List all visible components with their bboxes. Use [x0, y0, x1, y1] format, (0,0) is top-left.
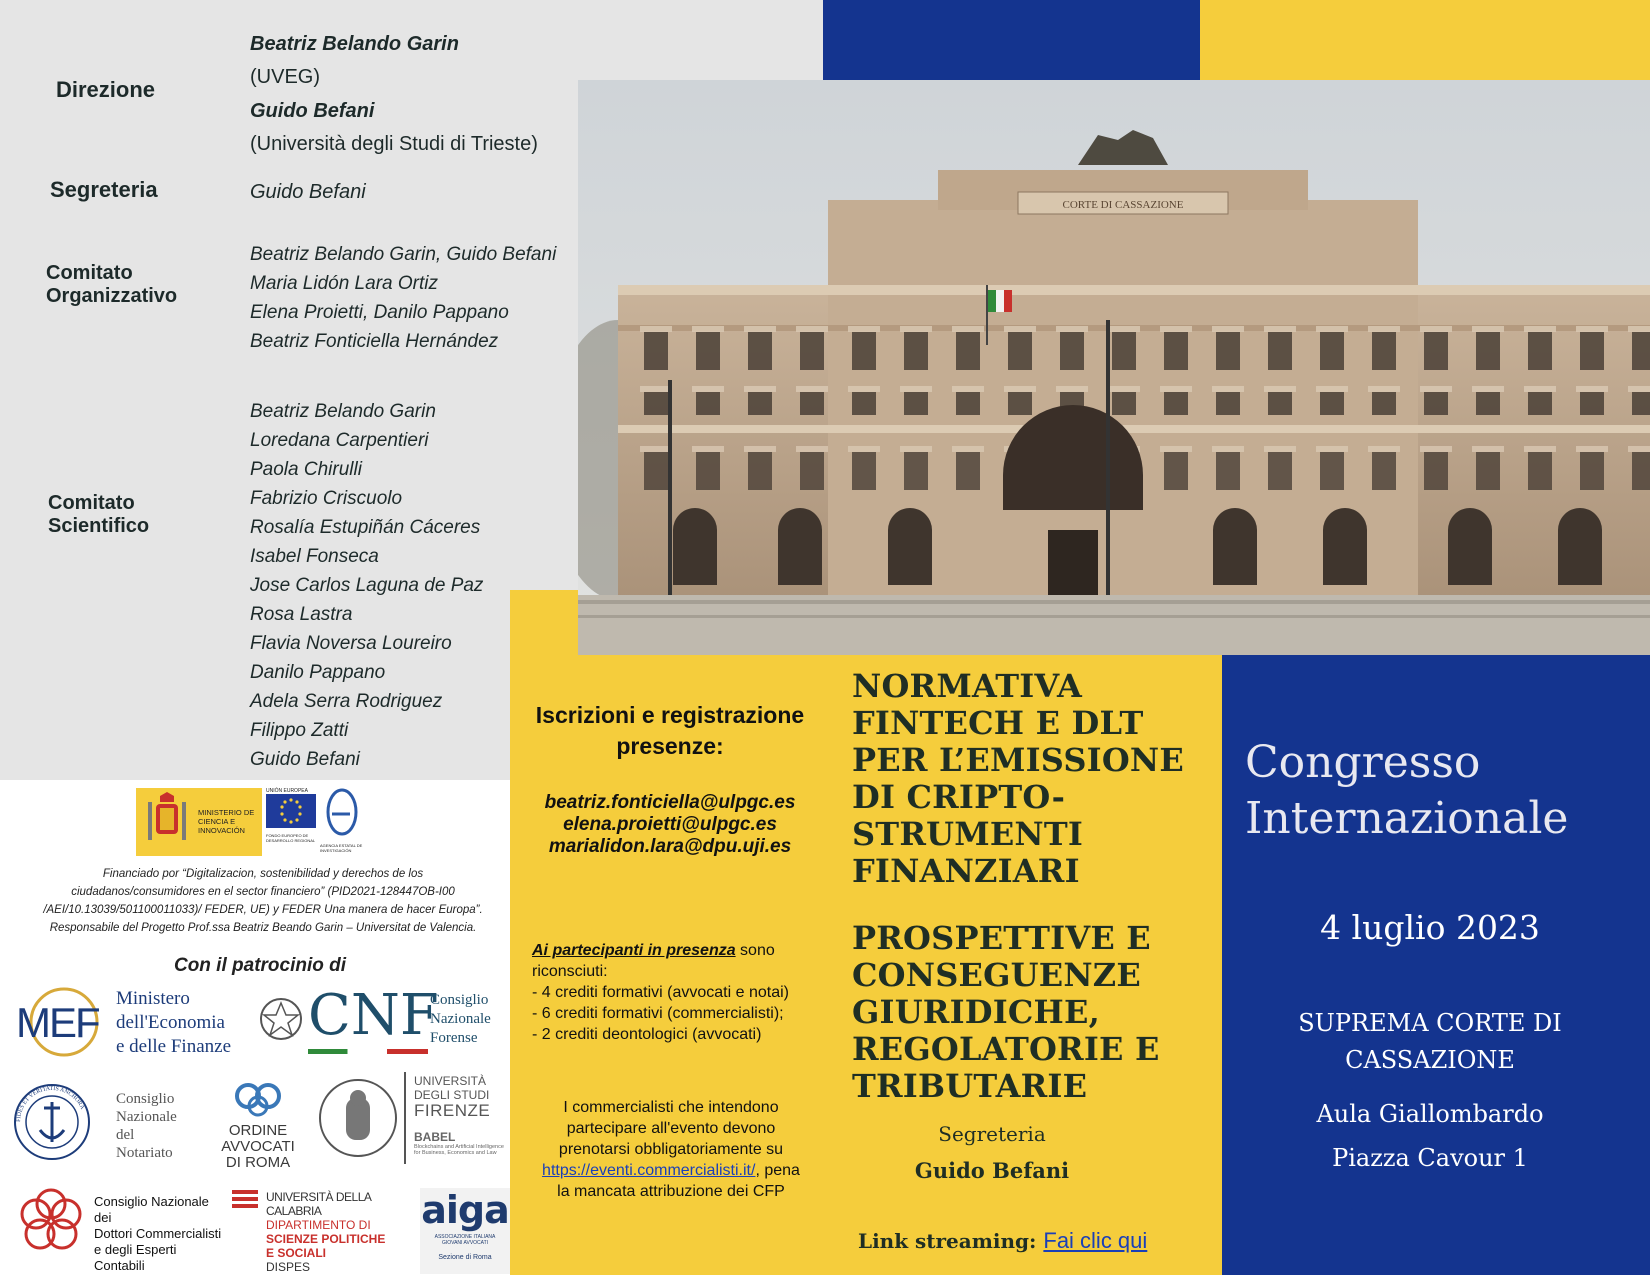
email-link[interactable]: marialidon.lara@dpu.uji.es [548, 836, 792, 857]
title-line: NORMATIVA [852, 667, 1082, 705]
mef-name-line: e delle Finanze [116, 1036, 232, 1057]
unifi-name [414, 1074, 490, 1120]
direzione-name-2: Guido Befani [250, 100, 375, 122]
notariato-seal-text: FIDES ET VERITATIS ANCHORA [15, 1085, 86, 1123]
palazzo-cassazione-photo [578, 80, 1650, 655]
unical-name-line: DISPES [266, 1260, 311, 1274]
list-item: Beatriz Belando Garin [250, 401, 436, 422]
eu-logo [266, 788, 316, 856]
mef-name [116, 987, 231, 1059]
event-title-part-2 [852, 920, 1222, 1105]
title-segreteria-name: Guido Befani [914, 1158, 1070, 1183]
eu-flag-icon [266, 794, 316, 828]
list-item: Filippo Zatti [250, 720, 349, 741]
unical-mark-icon [232, 1190, 260, 1214]
streaming-line [858, 1228, 1198, 1254]
credits-info [532, 940, 822, 1045]
ordine-name-line: AVVOCATI [221, 1138, 295, 1155]
event-location [1230, 1092, 1630, 1180]
cndcec-logo [14, 1182, 229, 1273]
top-blue-band [823, 0, 1200, 80]
ordine-avvocati-logo [212, 1078, 304, 1171]
patrocinio-heading: Con il patrocinio di [173, 955, 347, 976]
event-address: Piazza Cavour 1 [1332, 1144, 1528, 1172]
registration-title-line-2: presenze: [616, 733, 724, 759]
title-line: PROSPETTIVE E [852, 919, 1151, 957]
funding-note [28, 865, 498, 937]
comitato-organizzativo-label-line-1: Comitato [46, 262, 133, 284]
segreteria-label: Segreteria [50, 177, 158, 202]
commercialisti-line: la mancata attribuzione dei CFP [557, 1183, 785, 1200]
list-item: Maria Lidón Lara Ortiz [250, 273, 438, 294]
mef-name-line: dell'Economia [116, 1012, 225, 1033]
venue-line-2: CASSAZIONE [1345, 1046, 1515, 1074]
title-line: STRUMENTI [852, 815, 1084, 853]
comitato-scientifico-label-line-2: Scientifico [48, 515, 150, 537]
cnf-logo [258, 985, 503, 1060]
title-line: REGOLATORIE E [852, 1030, 1160, 1068]
agencia-text: AGENCIA ESTATAL DE INVESTIGACIÓN [320, 843, 363, 853]
list-item: Rosalía Estupiñán Cáceres [250, 517, 481, 538]
congress-line-2: Internazionale [1245, 793, 1569, 844]
direzione-affiliation-2: (Università degli Studi di Trieste) [250, 133, 538, 155]
venue-line-1: SUPREMA CORTE DI [1298, 1009, 1562, 1037]
commercialisti-line: I commercialisti che intendono [563, 1099, 779, 1116]
top-yellow-band [1200, 0, 1650, 80]
direzione-name-1: Beatriz Belando Garin [250, 33, 459, 55]
commercialisti-line: partecipare all'evento devono [566, 1120, 776, 1137]
commercialisti-link[interactable]: https://eventi.commercialisti.it/ [542, 1162, 756, 1179]
unifi-babel-logo [318, 1072, 504, 1167]
list-item: Beatriz Belando Garin, Guido Befani [250, 244, 557, 265]
list-item: Guido Befani [250, 749, 360, 770]
list-item: Beatriz Fonticiella Hernández [250, 331, 499, 352]
cndcec-name-line: Consiglio Nazionale dei [94, 1194, 209, 1225]
title-line: GIURIDICHE, [852, 993, 1100, 1031]
list-item: Jose Carlos Laguna de Paz [250, 575, 484, 596]
email-link[interactable]: elena.proietti@ulpgc.es [563, 814, 777, 835]
funding-line: Financiado por “Digitalizacion, sostenibilidad y derechos de los [102, 868, 424, 880]
segreteria-name: Guido Befani [250, 181, 366, 203]
aei-e-icon [320, 788, 360, 838]
babel-subtitle: Blockchains and Artificial Intelligence for Business, Economics and Law [414, 1144, 504, 1156]
cnf-tricolor-bar [308, 1049, 428, 1054]
credits-line: riconsciuti: [532, 963, 608, 980]
ordine-name-line: DI ROMA [225, 1154, 291, 1171]
credits-line: - 4 crediti formativi (avvocati e notai) [532, 984, 789, 1001]
title-segreteria-label: Segreteria [938, 1122, 1046, 1146]
aiga-logo [420, 1188, 510, 1274]
cnf-name-line: Forense [430, 1030, 478, 1046]
notariato-seal-icon [12, 1082, 92, 1162]
direzione-label: Direzione [56, 77, 156, 102]
unifi-name-line: DEGLI STUDI [414, 1088, 490, 1102]
list-item: Flavia Noversa Loureiro [250, 633, 452, 654]
list-item: Isabel Fonseca [250, 546, 379, 567]
list-item: Elena Proietti, Danilo Pappano [250, 302, 509, 323]
commercialisti-after: , pena [755, 1162, 800, 1179]
aiga-subtitle: ASSOCIAZIONE ITALIANA GIOVANI AVVOCATI [434, 1234, 496, 1246]
comitato-scientifico-label-line-1: Comitato [48, 492, 135, 514]
unifi-divider [404, 1072, 406, 1164]
unical-name [266, 1190, 416, 1274]
streaming-label: Link streaming: [858, 1229, 1044, 1253]
spain-coat-of-arms-icon [142, 790, 192, 854]
aiga-section: Sezione di Roma [438, 1254, 492, 1261]
email-link[interactable]: beatriz.fonticiella@ulpgc.es [544, 792, 796, 813]
registration-title-line-1: Iscrizioni e registrazione [535, 702, 805, 728]
event-title-part-1 [852, 668, 1222, 890]
title-line: FINANZIARI [852, 852, 1080, 890]
mef-logo [14, 985, 244, 1060]
unical-logo [232, 1190, 416, 1274]
funding-line: /AEI/10.13039/501100011033)/ FEDER, UE) y FEDER Una manera de hacer Europa”. [43, 904, 483, 916]
title-line: CONSEGUENZE [852, 956, 1141, 994]
event-date: 4 luglio 2023 [1320, 908, 1540, 947]
cnf-name-line: Consiglio [430, 992, 489, 1008]
funding-line: Responsabile del Progetto Prof.ssa Beatriz Beando Garin – Universitat de Valencia. [49, 922, 477, 934]
credits-intro-rest: sono [735, 942, 775, 959]
congress-line-1: Congresso [1245, 737, 1481, 788]
babel-name: BABEL [414, 1130, 456, 1144]
list-item: Danilo Pappano [250, 662, 386, 683]
cnf-abbr: CNF [308, 983, 439, 1048]
registration-title [520, 700, 820, 762]
ministerio-logo [136, 788, 262, 856]
ordine-name-line: ORDINE [228, 1122, 288, 1139]
eu-subtext: FONDO EUROPEO DE DESARROLLO REGIONAL [266, 833, 316, 843]
comitato-organizzativo-label-line-2: Organizzativo [46, 285, 178, 307]
comitato-scientifico-label [48, 492, 149, 538]
cndcec-name-line: e degli Esperti Contabili [94, 1242, 177, 1273]
agencia-logo [320, 788, 366, 856]
comitato-scientifico-list [250, 397, 483, 774]
unical-name-line: SCIENZE POLITICHE [266, 1232, 386, 1246]
unifi-name-line: FIRENZE [414, 1101, 491, 1120]
list-item: Rosa Lastra [250, 604, 353, 625]
notariato-logo [12, 1082, 202, 1167]
commercialisti-note [518, 1097, 824, 1202]
aiga-wordmark: aiga [421, 1188, 509, 1232]
unifi-name-line: UNIVERSITÀ [414, 1074, 487, 1088]
cndcec-name-line: Dottori Commercialisti [94, 1226, 222, 1241]
notariato-name-line: Nazionale [116, 1109, 177, 1125]
unical-name-line: DIPARTIMENTO DI [266, 1218, 371, 1232]
unical-name-line: UNIVERSITÀ DELLA CALABRIA [266, 1190, 371, 1218]
notariato-name-line: Notariato [116, 1145, 173, 1161]
unical-name-line: E SOCIALI [266, 1246, 327, 1260]
florentina-seal-icon [318, 1074, 398, 1162]
email-list [520, 792, 820, 858]
credits-line: - 6 crediti formativi (commercialisti); [532, 1005, 784, 1022]
title-line: DI CRIPTO- [852, 778, 1066, 816]
title-line: FINTECH E DLT [852, 704, 1144, 742]
credits-intro: Ai partecipanti in presenza [532, 942, 736, 959]
event-venue [1230, 1005, 1630, 1079]
title-line: TRIBUTARIE [852, 1067, 1088, 1105]
list-item: Adela Serra Rodriguez [250, 691, 443, 712]
comitato-organizzativo-label [46, 262, 177, 308]
event-room: Aula Giallombardo [1316, 1100, 1544, 1128]
notariato-name [116, 1090, 177, 1162]
eu-text: UNIÓN EUROPEA [266, 788, 308, 794]
direzione-affiliation-1: (UVEG) [250, 66, 320, 88]
funding-line: ciudadanos/consumidores en el sector financiero” (PID2021-128447OB-I00 [71, 886, 455, 898]
comitato-organizzativo-list [250, 240, 556, 356]
building-illustration [578, 80, 1650, 655]
cndcec-flower-icon [14, 1184, 88, 1258]
list-item: Loredana Carpentieri [250, 430, 429, 451]
notariato-name-line: del [116, 1127, 135, 1143]
ministerio-text: MINISTERIO DE CIENCIA E INNOVACIÓN [198, 808, 255, 835]
title-line: PER L’EMISSIONE [852, 741, 1184, 779]
ordine-knot-icon [228, 1078, 288, 1118]
cnf-name [430, 991, 491, 1048]
ordine-name [212, 1123, 304, 1171]
list-item: Paola Chirulli [250, 459, 362, 480]
notariato-name-line: Consiglio [116, 1091, 175, 1107]
mef-name-line: Ministero [116, 988, 190, 1009]
commercialisti-line: prenotarsi obbligatoriamente su [558, 1141, 784, 1158]
congress-heading [1245, 735, 1645, 847]
cnf-name-line: Nazionale [430, 1011, 491, 1027]
credits-line: - 2 crediti deontologici (avvocati) [532, 1026, 762, 1043]
building-inscription: CORTE DI CASSAZIONE [1062, 199, 1184, 211]
italian-emblem-icon [258, 991, 304, 1051]
list-item: Fabrizio Criscuolo [250, 488, 403, 509]
mef-abbr: MEF [16, 999, 99, 1046]
streaming-link[interactable]: Fai clic qui [1043, 1228, 1148, 1253]
cndcec-name [94, 1194, 229, 1274]
